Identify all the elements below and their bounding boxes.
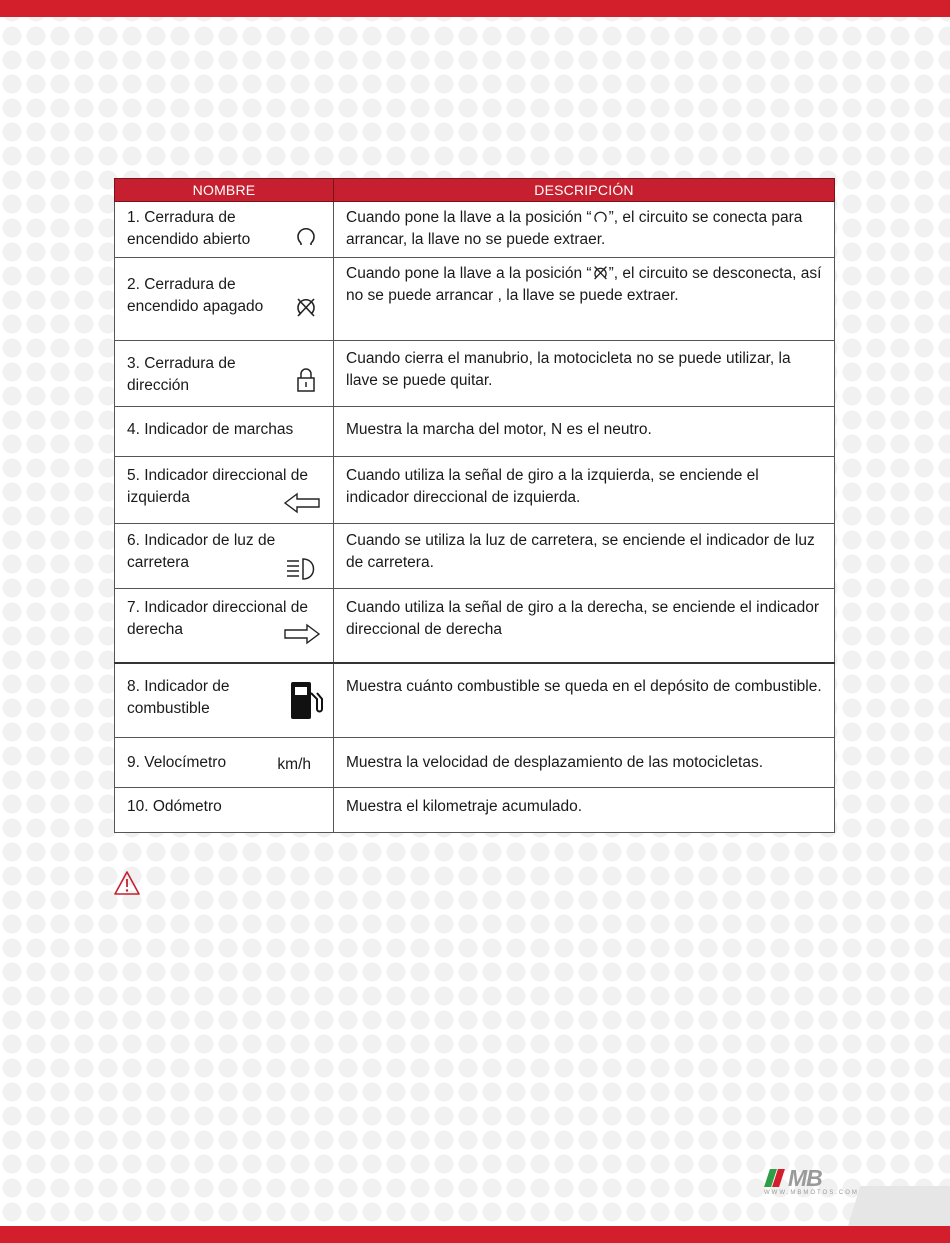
table-row	[115, 524, 835, 589]
row-name: 3. Cerradura de dirección	[127, 355, 236, 394]
row-name-cell	[115, 457, 334, 524]
row-description-end: ”, el circuito se desconecta, así no se puede arrancar , la llave se puede extraer.	[346, 265, 822, 304]
ignition-off-icon	[293, 294, 319, 320]
table-row	[115, 457, 835, 524]
footer-gray-tab	[848, 1186, 950, 1226]
row-description-cell	[334, 589, 835, 663]
fuel-pump-icon	[287, 679, 323, 721]
right-turn-arrow-icon	[283, 623, 321, 645]
row-description: Muestra la velocidad de desplazamiento de las motocicletas.	[346, 754, 764, 771]
high-beam-icon	[283, 557, 321, 581]
table-row	[115, 788, 835, 833]
table-header-row	[115, 179, 835, 202]
row-description-cell	[334, 457, 835, 524]
row-name: 10. Odómetro	[127, 798, 222, 815]
table-row	[115, 202, 835, 258]
row-name-cell	[115, 258, 334, 341]
row-name-cell	[115, 524, 334, 589]
row-description: Cuando cierra el manubrio, la motocicleta no se puede utilizar, la llave se puede quitar.	[346, 350, 791, 389]
row-description: Muestra la marcha del motor, N es el neutro.	[346, 421, 652, 438]
logo-url: WWW.MBMOTOS.COM	[764, 1190, 859, 1196]
row-description-cell	[334, 407, 835, 457]
row-name: 4. Indicador de marchas	[127, 421, 294, 438]
warning-triangle-icon	[114, 870, 140, 896]
table-row	[115, 258, 835, 341]
table-row	[115, 341, 835, 407]
row-name-cell	[115, 407, 334, 457]
row-description-cell	[334, 663, 835, 738]
table-row	[115, 663, 835, 738]
row-name: 7. Indicador direccional de derecha	[127, 599, 308, 638]
table-row	[115, 589, 835, 663]
row-description-end: ”, el circuito se conecta para arrancar, la llave no se puede extraer.	[346, 209, 803, 248]
row-name: 8. Indicador de combustible	[127, 677, 230, 717]
ignition-on-inline-icon	[592, 208, 609, 225]
row-description-start: Cuando pone la llave a la posición “	[346, 265, 592, 282]
logo-stripes	[764, 1165, 848, 1191]
row-name-cell	[115, 788, 334, 833]
speed-unit-label: km/h	[277, 756, 311, 773]
top-red-bar	[0, 0, 950, 17]
logo-text: MB	[788, 1165, 822, 1191]
row-description-cell	[334, 788, 835, 833]
row-description: Muestra el kilometraje acumulado.	[346, 798, 583, 815]
row-description-cell	[334, 258, 835, 341]
row-description: Cuando se utiliza la luz de carretera, se enciende el indicador de luz de carretera.	[346, 532, 815, 571]
row-description-start: Cuando pone la llave a la posición “	[346, 209, 592, 226]
row-description-cell	[334, 202, 835, 258]
row-description: Muestra cuánto combustible se queda en el depósito de combustible.	[346, 677, 822, 695]
row-description: Cuando utiliza la señal de giro a la derecha, se enciende el indicador direccional de derecha	[346, 599, 820, 638]
row-description-cell	[334, 524, 835, 589]
row-name: 1. Cerradura de encendido abierto	[127, 209, 251, 248]
row-name-cell	[115, 663, 334, 738]
row-name: 6. Indicador de luz de carretera	[127, 532, 276, 571]
table-row	[115, 738, 835, 788]
row-name-cell	[115, 589, 334, 663]
row-name: 9. Velocímetro	[127, 754, 227, 771]
row-name-cell	[115, 202, 334, 258]
indicator-table	[114, 178, 835, 833]
row-description-cell	[334, 738, 835, 788]
row-description-cell	[334, 341, 835, 407]
mb-logo	[764, 1165, 859, 1201]
ignition-on-icon	[293, 223, 319, 249]
row-name: 5. Indicador direccional de izquierda	[127, 467, 308, 506]
row-name-cell	[115, 738, 334, 788]
table-row	[115, 407, 835, 457]
row-name: 2. Cerradura de encendido apagado	[127, 276, 264, 315]
ignition-off-inline-icon	[592, 264, 609, 281]
row-name-cell	[115, 341, 334, 407]
steering-lock-icon	[293, 366, 319, 392]
left-turn-arrow-icon	[283, 492, 321, 514]
header-description: DESCRIPCIÓN	[334, 179, 835, 202]
header-name: NOMBRE	[115, 179, 334, 202]
row-description: Cuando utiliza la señal de giro a la izquierda, se enciende el indicador direccional de izquierda.	[346, 467, 759, 506]
bottom-red-bar	[0, 1226, 950, 1243]
